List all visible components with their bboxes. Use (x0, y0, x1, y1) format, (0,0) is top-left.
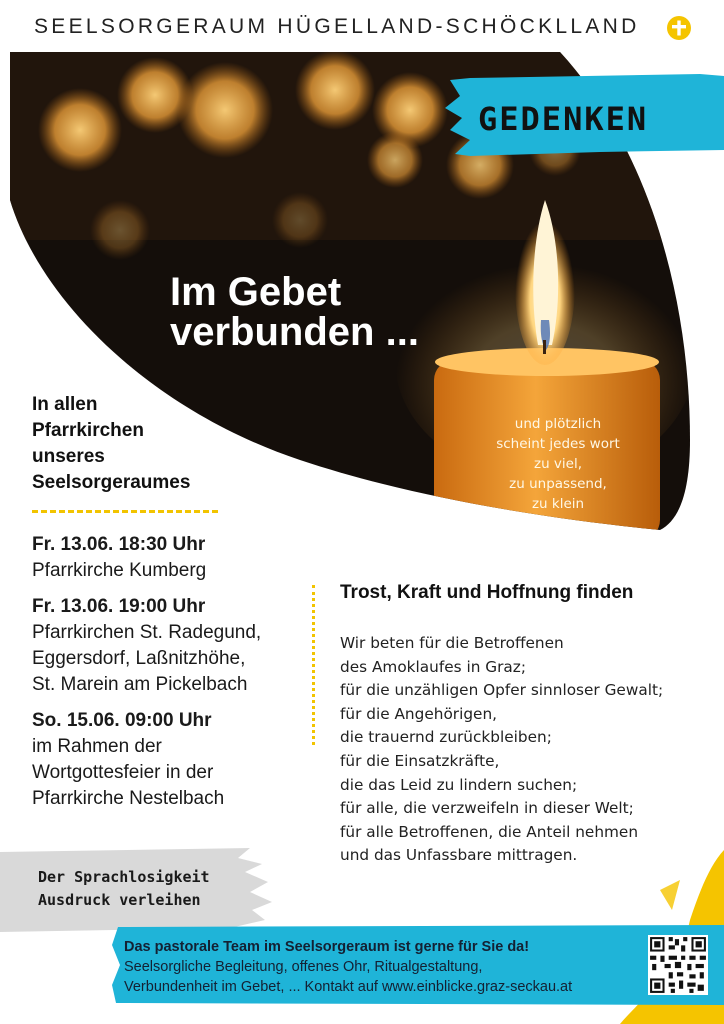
prayer-line: für die unzähligen Opfer sinnloser Gewalt; (340, 681, 664, 700)
intro-line: unseres (32, 446, 105, 467)
divider (32, 510, 218, 513)
prayer-line: des Amoklaufes in Graz; (340, 657, 526, 676)
vertical-divider (312, 585, 315, 745)
qr-code-icon[interactable] (648, 935, 708, 995)
footer-text (124, 937, 634, 997)
event-date: So. 15.06. 09:00 Uhr (32, 710, 212, 731)
prayer-line: für alle Betroffenen, die Anteil nehmen (340, 822, 639, 841)
prayer-line: die trauernd zurückbleiben; (340, 728, 552, 747)
prayer-title: Trost, Kraft und Hoffnung finden (340, 582, 634, 603)
event-item (32, 532, 302, 584)
quote-line: scheint jedes wort (496, 436, 620, 452)
hero-title (170, 272, 470, 352)
slogan (38, 866, 210, 912)
prayer-text (340, 632, 710, 868)
prayer-line: Wir beten für die Betroffenen (340, 634, 564, 652)
event-item (32, 594, 302, 698)
quote-line: zu viel, (533, 456, 583, 472)
intro-line: Seelsorgeraumes (32, 472, 191, 493)
event-place: im Rahmen der (32, 736, 162, 757)
hero-title-line: verbunden ... (170, 310, 419, 354)
prayer-line: die das Leid zu lindern suchen; (340, 775, 578, 794)
intro-text (32, 392, 222, 496)
quote-line: zu klein (531, 496, 585, 512)
contact-footer (112, 925, 724, 1005)
slogan-line: Der Sprachlosigkeit (38, 868, 210, 886)
gedenken-badge: GEDENKEN (478, 100, 649, 138)
event-place: Pfarrkirche Kumberg (32, 560, 207, 581)
event-place: Pfarrkirche Nestelbach (32, 788, 225, 809)
event-date: Fr. 13.06. 19:00 Uhr (32, 596, 206, 617)
intro-line: Pfarrkirchen (32, 420, 144, 441)
prayer-line: für die Angehörigen, (340, 704, 498, 723)
prayer-line: für die Einsatzkräfte, (340, 751, 500, 770)
quote-line: und plötzlich (514, 416, 602, 432)
event-place: Pfarrkirchen St. Radegund, (32, 622, 262, 643)
prayer-line: für alle, die verzweifeln in dieser Welt; (340, 799, 634, 818)
organization-title: SEELSORGERAUM HÜGELLAND-SCHÖCKLLAND (34, 15, 640, 38)
event-place: St. Marein am Pickelbach (32, 674, 248, 695)
footer-line: Seelsorgliche Begleitung, offenes Ohr, Ritualgestaltung, (124, 959, 483, 975)
footer-contact-line[interactable]: Verbundenheit im Gebet, ... Kontakt auf www.einblicke.graz-seckau.at (124, 979, 573, 995)
event-item (32, 708, 302, 812)
footer-headline: Das pastorale Team im Seelsorgeraum ist gerne für Sie da! (124, 939, 530, 955)
event-place: Eggersdorf, Laßnitzhöhe, (32, 648, 246, 669)
event-place: Wortgottesfeier in der (32, 762, 214, 783)
slogan-line: Ausdruck verleihen (38, 891, 201, 909)
quote-line: zu unpassend, (509, 476, 607, 492)
event-list (32, 532, 302, 822)
hero-title-line: Im Gebet (170, 270, 342, 314)
candle-quote (470, 414, 646, 514)
intro-line: In allen (32, 394, 98, 415)
prayer-line: und das Unfassbare mittragen. (340, 846, 578, 865)
event-date: Fr. 13.06. 18:30 Uhr (32, 534, 206, 555)
